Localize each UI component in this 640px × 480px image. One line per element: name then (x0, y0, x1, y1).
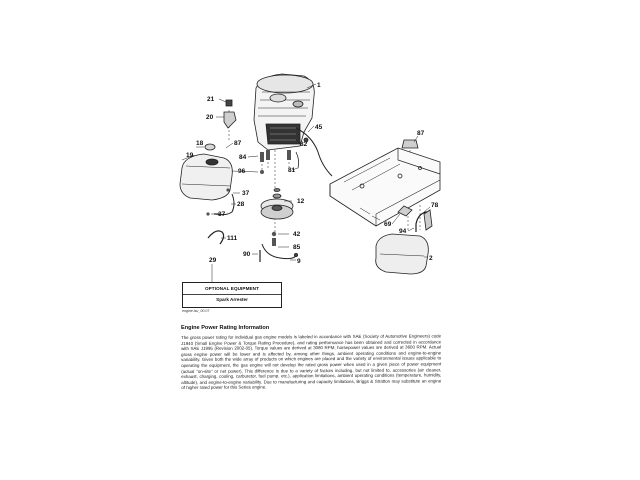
callout-37-lower: 37 (218, 211, 226, 218)
callout-84: 84 (239, 154, 247, 161)
callout-20: 20 (206, 114, 214, 121)
callout-18: 18 (196, 140, 204, 147)
section-heading: Engine Power Rating Information (181, 325, 270, 331)
divider (183, 294, 281, 295)
callout-28: 28 (237, 201, 245, 208)
optional-equipment-item: Spark Arrester (216, 297, 248, 302)
bracket-part (224, 100, 236, 128)
callout-90: 90 (243, 251, 251, 258)
callout-81: 81 (288, 167, 296, 174)
section-body: The gross power rating for individual gas engine models is labeled in accordance with SAE (Society of Automotive Engineers) code J1940 (Small Engine Power & Torque Rating Procedure), and rating performance has been obtained and corrected in accordance with SAE J1995 (Revision 2002-05). Torque values are derived at 3060 RPM; horsepower values are derived at 3600 RPM. Actual gross engine power will be lower and is affected by, among other things, ambient operating conditions and engine-to-engine variability. Given both the wide array of products on which engines are placed and the variety of environmental issues applicable to operating the equipment, the gas engine will not develop the rated gross power when used in a given piece of power equipment (actual "on-site" or net power). This difference is due to a variety of factors including, but not limited to, accessories (air cleaner, exhaust, charging, cooling, carburetor, fuel pump, etc.), application limitations, ambient operating conditions (temperature, humidity, altitude), and engine-to-engine variability. Due to manufacturing and capacity limitations, Briggs & Stratton may substitute an engine of higher rated power for this Series engine. (181, 333, 442, 391)
callout-42: 42 (293, 231, 301, 238)
callout-29: 29 (209, 257, 217, 264)
callout-21: 21 (207, 96, 215, 103)
callout-78: 78 (431, 202, 439, 209)
callout-2: 2 (429, 255, 433, 262)
callout-9: 9 (297, 258, 301, 265)
callout-87-engine: 87 (234, 140, 242, 147)
frame (330, 148, 440, 226)
callout-1: 1 (317, 82, 321, 89)
callout-82: 82 (300, 141, 308, 148)
callout-19: 19 (186, 152, 194, 159)
pulley (261, 189, 293, 220)
figure-id: engine.lsu_00.07 (182, 309, 210, 313)
callout-111: 111 (227, 235, 238, 242)
callout-94: 94 (399, 228, 407, 235)
callout-37-upper: 37 (242, 190, 250, 197)
callout-69: 69 (384, 221, 392, 228)
callout-87-frame: 87 (417, 130, 425, 137)
callout-12: 12 (297, 198, 305, 205)
optional-equipment-box (182, 282, 282, 308)
callout-45: 45 (315, 124, 323, 131)
callout-96: 96 (238, 168, 246, 175)
callout-85: 85 (293, 244, 301, 251)
optional-equipment-title: OPTIONAL EQUIPMENT (204, 286, 260, 291)
